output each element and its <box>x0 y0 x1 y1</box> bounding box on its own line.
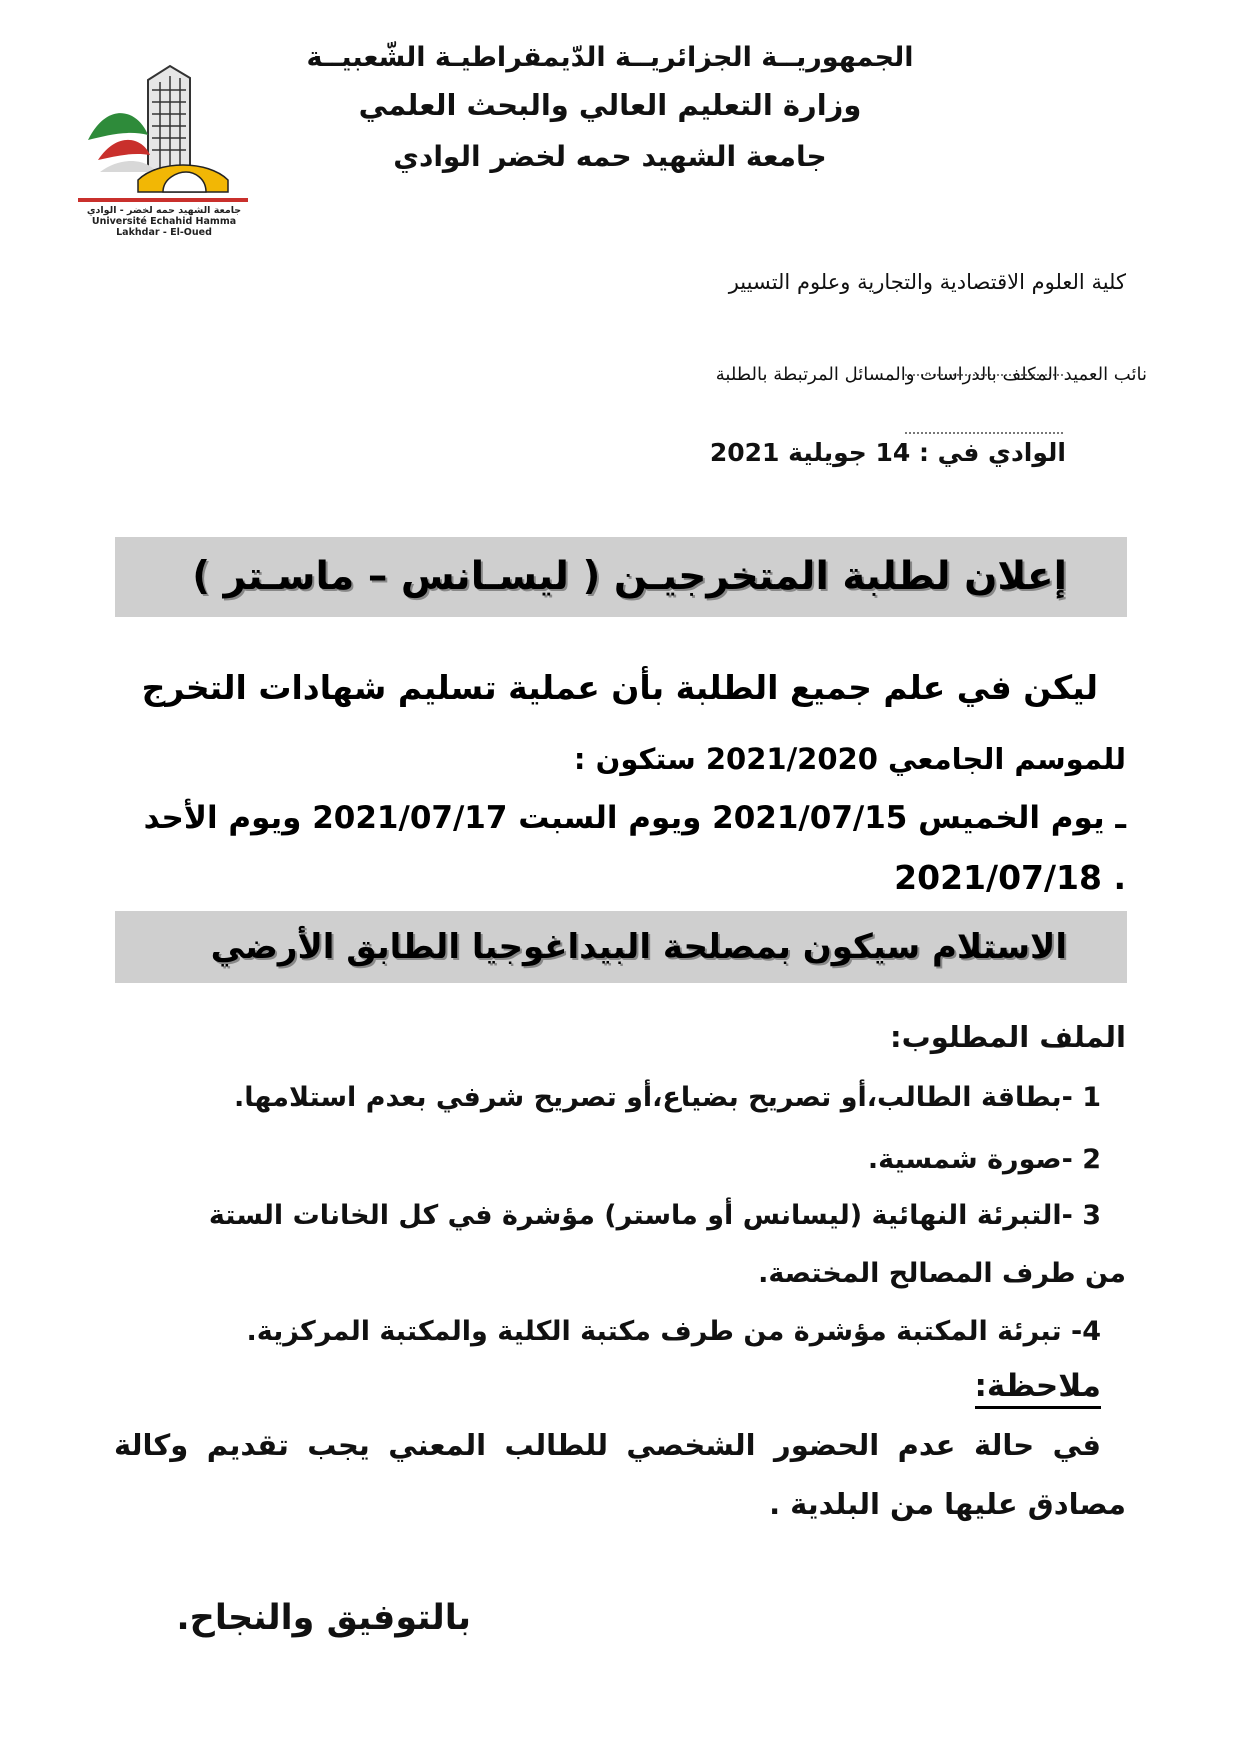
pickup-location-banner <box>115 911 1127 983</box>
announcement-line-2: للموسم الجامعي 2021/2020 ستكون : <box>573 742 1126 776</box>
header-republic: الجمهوريــة الجزائريــة الدّيمقراطيـة الشّعبيــة <box>306 42 914 73</box>
announcement-title: إعلان لطلبة المتخرجيـن ( ليسـانس – ماسـتر ) <box>192 554 1067 599</box>
building-icon <box>148 66 190 170</box>
dotted-rule <box>905 432 1063 434</box>
required-item: 2 -صورة شمسية. <box>867 1144 1101 1175</box>
logo-caption-arabic: جامعة الشهيد حمه لخضر - الوادي <box>86 205 242 216</box>
logo-caption-french: Université Echahid Hamma Lakhdar - El-Oued <box>91 216 237 238</box>
header-university: جامعة الشهيد حمه لخضر الوادي <box>393 140 827 173</box>
note-line-1: في حالة عدم الحضور الشخصي للطالب المعني يجب تقديم وكالة <box>114 1428 1101 1462</box>
required-item-continuation: من طرف المصالح المختصة. <box>758 1258 1126 1289</box>
required-item: 1 -بطاقة الطالب،أو تصريح بضياع،أو تصريح شرفي بعدم استلامها. <box>234 1082 1101 1113</box>
required-file-title: الملف المطلوب: <box>889 1020 1126 1054</box>
announcement-line-1: ليكن في علم جميع الطلبة بأن عملية تسليم شهادات التخرج <box>141 668 1098 707</box>
faculty-name: كلية العلوم الاقتصادية والتجارية وعلوم التسيير <box>728 270 1126 294</box>
note-title: ملاحظة: <box>975 1368 1101 1409</box>
required-item: 3 -التبرئة النهائية (ليسانس أو ماستر) مؤشرة في كل الخانات الستة <box>208 1200 1101 1231</box>
required-item: 4- تبرئة المكتبة مؤشرة من طرف مكتبة الكلية والمكتبة المركزية. <box>246 1316 1101 1347</box>
announcement-line-3: ـ يوم الخميس 2021/07/15 ويوم السبت 2021/07/17 ويوم الأحد <box>143 800 1126 836</box>
announcement-line-4: 2021/07/18 . <box>894 858 1126 897</box>
header-ministry: وزارة التعليم العالي والبحث العلمي <box>358 88 862 122</box>
date-line: الوادي في : 14 جويلية 2021 <box>709 438 1066 467</box>
logo-caption <box>74 205 254 238</box>
closing-wish: بالتوفيق والنجاح. <box>176 1598 471 1638</box>
vice-dean-title: نائب العميد المكلف بالدراسات والمسائل المرتبطة بالطلبة <box>715 364 1147 385</box>
note-line-2: مصادق عليها من البلدية . <box>769 1487 1126 1521</box>
announcement-banner <box>115 537 1127 617</box>
pickup-location-text: الاستلام سيكون بمصلحة البيداغوجيا الطابق الأرضي <box>210 927 1067 967</box>
